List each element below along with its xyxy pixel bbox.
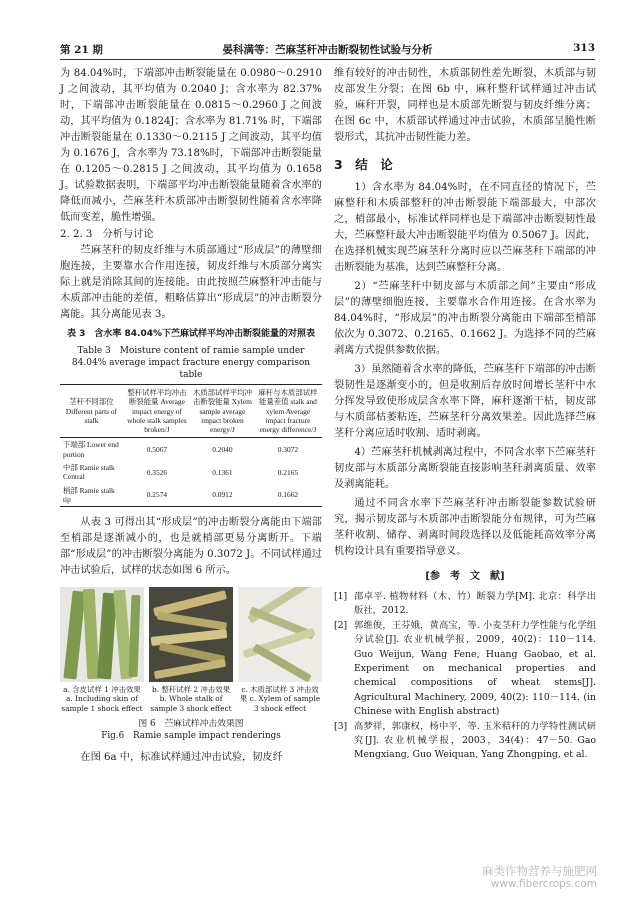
table-row	[60, 484, 322, 507]
table-cell: 0.1662	[254, 484, 322, 507]
paragraph-table-discussion: 从表 3 可得出其“形成层”的冲击断裂分离能由下端部至梢部是逐渐减小的，也是就梢部更易分离断开。下端部“形成层”的冲击断裂分离能为 0.3072 J。不同试样通过冲击试验后，试样的状态如图 6 所示。	[60, 517, 322, 577]
references-heading: [参 考 文 献]	[425, 571, 505, 582]
figure-subcaption-a: a. 含皮试样 1 冲击效果 a. Including skin of sample 1 shock effect	[61, 685, 143, 713]
running-title: 晏科满等：苎麻茎秆冲击断裂韧性试验与分析	[222, 44, 433, 56]
table-3	[60, 328, 322, 507]
page-number: 313	[573, 42, 595, 54]
conclusion-item-3: 3）虽然随着含水率的降低，苎麻茎秆下端部的冲击断裂韧性是逐渐变小的，但是收割后存放时间增长茎秆中水分挥发导致使形成层含水率下降，麻秆逐渐干枯，韧皮部与木质部枯萎粘连，苎麻茎秆分离效果差。因此选择苎麻茎秆分离应适时收割、适时剥离。	[334, 364, 596, 439]
reference-item	[334, 619, 596, 720]
running-header	[60, 42, 595, 58]
table-cell: 0.2165	[277, 467, 299, 477]
conclusion-item-1: 1）含水率为 84.04%时，在不同直径的情况下，苎麻整秆和木质部整秆的冲击断裂能下端部最大，中部次之，梢部最小，标准试样同样也是下端部冲击断裂韧性最大，苎麻整秆最大冲击断裂能平均值为 0.5067 J。因此，在选择机械实现苎麻茎秆分离时应以苎麻茎秆下端部的冲击断裂能为基准，达到苎麻整秆分离。	[334, 182, 596, 273]
table-cell: 0.5067	[146, 445, 168, 455]
issue-number: 第 21 期	[60, 44, 103, 56]
column-header: 麻秆与木质部试样能量差值 stalk and xylem Average impact fracture energy difference/J	[254, 385, 322, 438]
section-heading-conclusion: 3 结 论	[334, 157, 393, 172]
photo-sample-b	[149, 587, 233, 682]
column-header: 茎秆不同部位 Different parts of stalk	[60, 385, 123, 438]
watermark-title: 麻类作物营养与施肥网	[482, 864, 597, 878]
reference-text: 邵卓平. 植物材料（木、竹）断裂力学[M]. 北京：科学出版社，2012.	[354, 591, 596, 617]
right-column	[334, 66, 596, 763]
reference-number: [3]	[334, 720, 348, 732]
table-row	[60, 461, 322, 484]
paragraph-figure-discussion: 在图 6a 中，标准试样通过冲击试验，韧皮纤	[80, 751, 283, 763]
paragraph-figure-continued: 维有较好的冲击韧性，木质部韧性差先断裂，木质部与韧皮部发生分裂；在图 6b 中，麻秆整秆试样通过冲击试验，麻秆开裂，同样也是木质部先断裂与韧皮纤维分离；在图 6c 中，木质部试样通过冲击试验，木质部呈脆性断裂形式，其抗冲击韧性能力差。	[334, 68, 596, 143]
table-cell: 0.3526	[146, 467, 168, 477]
left-column	[60, 66, 322, 766]
reference-number: [2]	[334, 619, 348, 631]
figure-subcaption-c: c. 木质部试样 3 冲击效果 c. Xylem of sample 3 shock effect	[239, 685, 321, 713]
figure-subcaption-b: b. 整秆试样 2 冲击效果 b. Whole stalk of sample 3 shock effect	[150, 685, 232, 713]
reference-number: [1]	[334, 591, 348, 602]
column-header: 整秆试样平均冲击断裂能量 Average impact energy of whole stalk samples broken/J	[123, 385, 191, 438]
photo-sample-a	[60, 587, 144, 682]
conclusion-item-4: 4）苎麻茎秆机械剥离过程中，不同含水率下苎麻茎秆韧皮部与木质部分离断裂能直接影响茎秆剥离质量、效率及剥离能耗。	[334, 447, 596, 490]
table-cell: 0.1361	[212, 467, 233, 477]
reference-text: 高梦祥，郭康权，杨中平，等. 玉米秸秆的力学特性测试研究[J]. 农业机械学报，2003，34(4)：47－50. Gao Mengxiang, Guo Weiquan, Yang Zhongping, et al.	[354, 720, 596, 761]
subsection-heading: 2. 2. 3 分析与讨论	[60, 229, 154, 240]
table-cell: 梢部 Ramie stalk tip	[60, 484, 123, 507]
column-header: 木质部试样平均冲击断裂能量 Xylem sample average impact broken energy/J	[191, 385, 254, 438]
table-row	[60, 438, 322, 461]
reference-text: 郭维俊，王芬娥，黄高宝，等. 小麦茎秆力学性能与化学组分试验[J]. 农业机械学报，2009，40(2)：110－114. Guo Weijun, Wang Fene, Huang Gaobao, et al. Experiment on mechanical properties and chemical compositions of wheat stems[J]. Agricultural Machinery, 2009, 40(2): 110－114. (in Chinese with English abstract)	[354, 619, 596, 718]
table-caption-zh: 表 3 含水率 84.04%下苎麻试样平均冲击断裂能量的对照表	[66, 329, 315, 339]
figure-6	[60, 587, 322, 742]
table-cell: 下端部 Lower end portion	[63, 440, 119, 459]
table-cell: 中部 Ramie stalk Central	[63, 463, 115, 482]
conclusion-summary: 通过不同含水率下苎麻茎秆冲击断裂能参数试验研究，揭示韧皮部与木质部冲击断裂能分布规律，可为苎麻茎秆收割、储存、剥离时间段选择以及低能耗高效率分离机构设计具有重要指导意义。	[334, 498, 596, 557]
table-cell: 0.0912	[191, 484, 254, 507]
figure-title-zh: 图 6 苎麻试样冲击效果图	[138, 718, 244, 729]
photo-sample-c	[238, 587, 322, 682]
energy-table	[60, 384, 322, 507]
reference-item	[334, 590, 596, 619]
watermark	[482, 864, 597, 891]
table-cell: 0.3072	[277, 445, 299, 455]
watermark-url: www.fibercrops.com	[490, 878, 597, 890]
table-cell: 0.2574	[123, 484, 191, 507]
table-cell: 0.2040	[212, 445, 233, 455]
table-caption-en: Table 3 Moisture content of ramie sample under 84.04% average impact fracture energy comparison table	[71, 346, 311, 380]
paragraph-results-lower: 为 84.04%时，下端部冲击断裂能量在 0.0980～0.2910 J 之间波动，其平均值为 0.2040 J；含水率为 82.37%时，下端部冲击断裂能量在 0.0815～0.2960 J 之间波动，其平均值为 0.1824J；含水率为 81.71% 时，下端部冲击断裂能量在 0.1330～0.2115 J 之间波动，其平均值为 0.1676 J，含水率为 73.18%时，下端部冲击断裂能量在 0.1205～0.2815 J 之间波动，其平均值为 0.1658 J。试验数据表明，下端部平均冲击断裂能量随着含水率的降低而减小，苎麻茎秆木质部冲击断裂韧性随着含水率降低而变差，脆性增强。	[60, 68, 322, 223]
figure-title-en: Fig.6 Ramie sample impact renderings	[101, 730, 281, 741]
table-header-row	[60, 385, 322, 438]
reference-item	[334, 720, 596, 763]
paragraph-analysis: 苎麻茎秆的韧皮纤维与木质部通过“形成层”的薄壁细胞连接，主要靠水合作用连接，韧皮纤维与木质部分离实际上就是消除其间的连接能。由此按照苎麻整秆冲击能与木质部冲击能的差值，粗略估算出“形成层”的冲击断裂分离能。其分离能见表 3。	[60, 245, 322, 320]
header-rule	[60, 59, 595, 60]
conclusion-item-2: 2）“苎麻茎秆中韧皮部与木质部之间”主要由“形成层”的薄壁细胞连接，主要靠水合作用连接。在含水率为 84.04%时，“形成层”的冲击断裂分离能由下端部至梢部依次为 0.3072、0.2165、0.1662 J。为选择不同的苎麻剥离方式提供参数依据。	[334, 281, 596, 356]
